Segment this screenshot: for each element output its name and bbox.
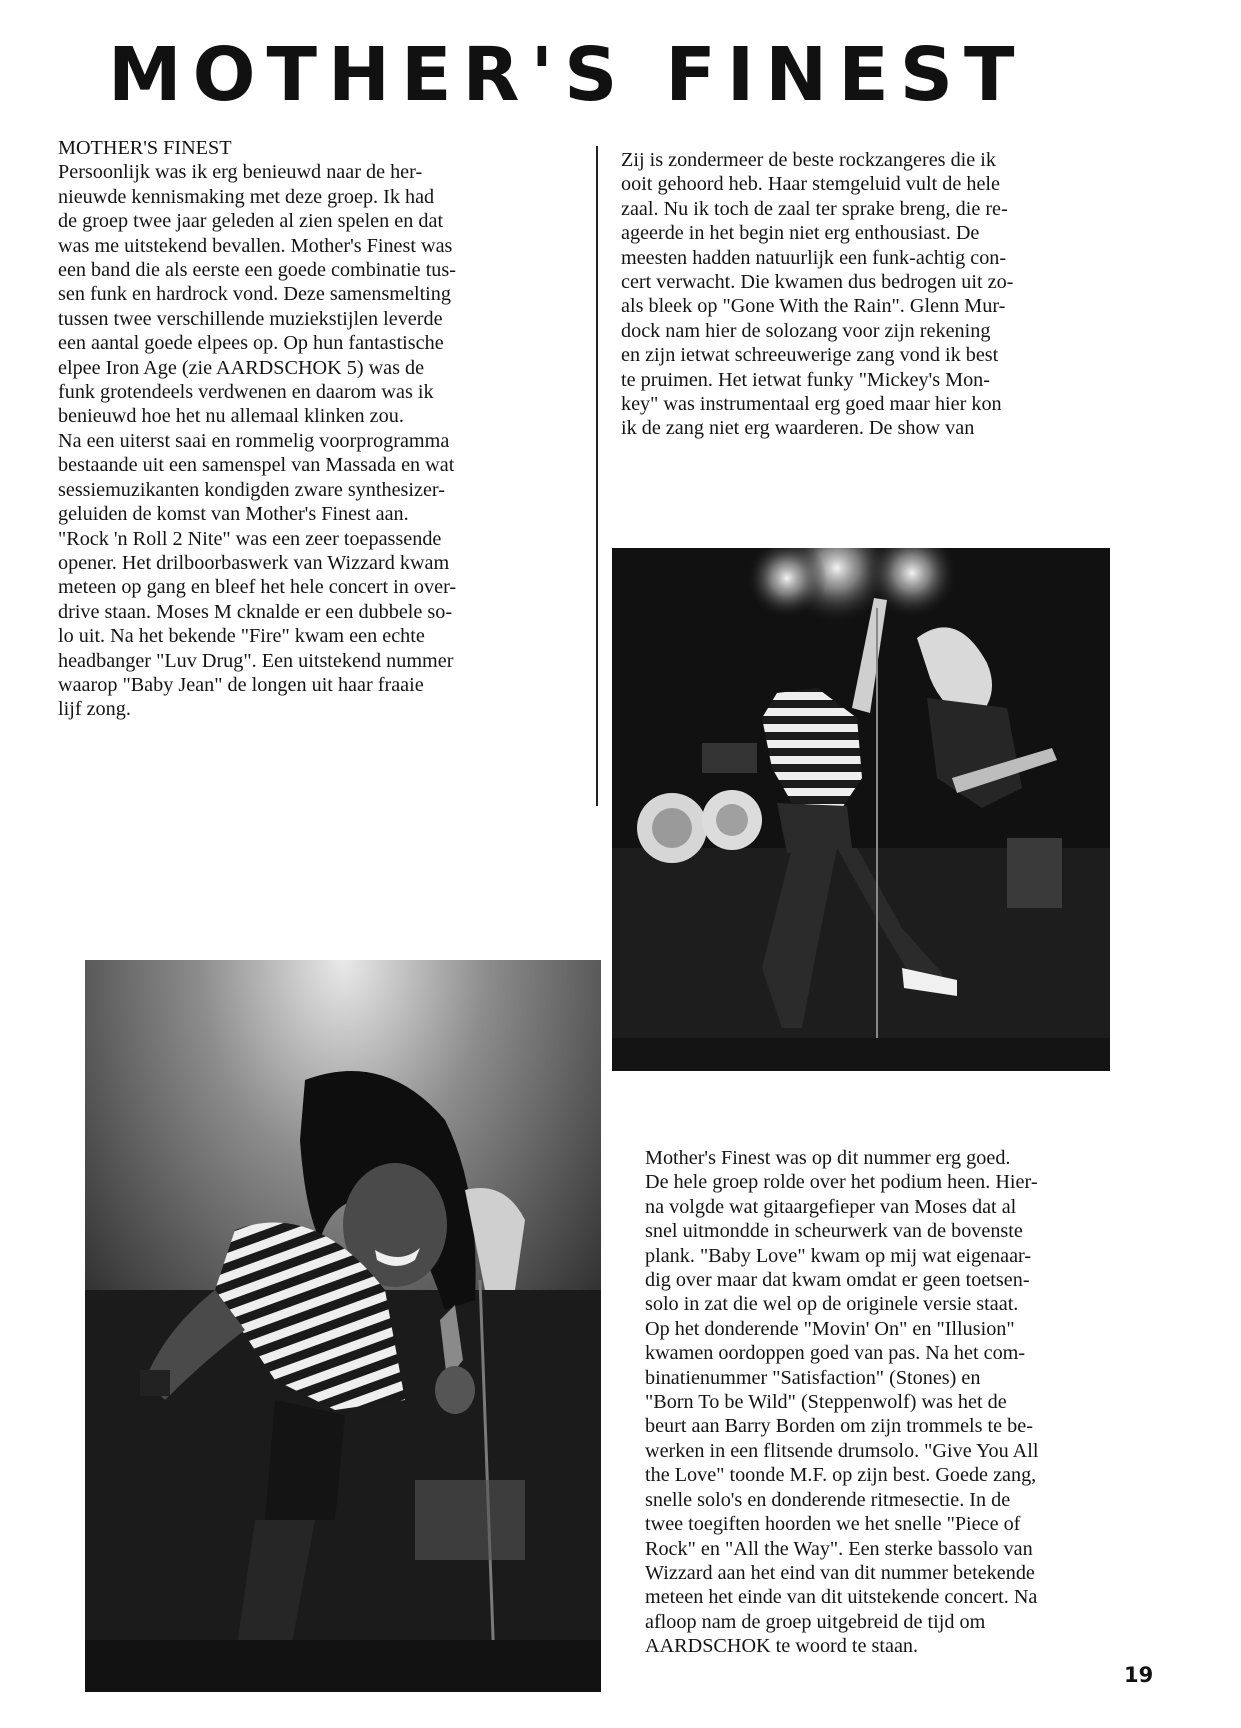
text-line: snelle solo's en donderende ritmesectie. In de: [645, 1488, 1011, 1511]
text-line: een aantal goede elpees op. Op hun fantastische: [58, 332, 444, 355]
text-line: lijf zong.: [58, 698, 131, 721]
text-line: snel uitmondde in scheurwerk van de bovenste: [645, 1220, 1023, 1243]
text-line: tussen twee verschillende muziekstijlen leverde: [58, 307, 443, 330]
text-line: geluiden de komst van Mother's Finest aan.: [58, 503, 409, 526]
text-line: bestaande uit een samenspel van Massada en wat: [58, 454, 455, 477]
concert-photo-band-on-stage: [612, 548, 1110, 1071]
text-line: te pruimen. Het ietwat funky "Mickey's Mon-: [621, 368, 991, 391]
text-line: werken in een flitsende drumsolo. "Give You All: [645, 1439, 1039, 1462]
text-line: Persoonlijk was ik erg benieuwd naar de her-: [58, 161, 423, 184]
text-line: the Love" toonde M.F. op zijn best. Goede zang,: [645, 1464, 1037, 1487]
text-line: benieuwd hoe het nu allemaal klinken zou.: [58, 405, 404, 428]
text-line: "Born To be Wild" (Steppenwolf) was het de: [645, 1391, 1007, 1414]
text-line: meteen het einde van dit uitstekende concert. Na: [645, 1586, 1038, 1609]
text-line: was me uitstekend bevallen. Mother's Finest was: [58, 234, 453, 257]
text-line: key" was instrumentaal erg goed maar hier kon: [621, 393, 1002, 416]
text-line: De hele groep rolde over het podium heen. Hier-: [645, 1171, 1038, 1194]
text-line: na volgde wat gitaargefieper van Moses dat al: [645, 1195, 1017, 1218]
text-line: beurt aan Barry Borden om zijn trommels te be-: [645, 1415, 1033, 1438]
text-line: opener. Het drilboorbaswerk van Wizzard kwam: [58, 551, 450, 574]
page-headline: MOTHER'S FINEST: [108, 32, 1026, 118]
text-line: ageerde in het begin niet erg enthousiast. De: [621, 222, 980, 245]
article-right-column-top: [621, 148, 1131, 441]
text-line: cert verwacht. Die kwamen dus bedrogen uit zo-: [621, 271, 1014, 294]
text-line: ooit gehoord heb. Haar stemgeluid vult de hele: [621, 173, 1000, 196]
text-line: meteen op gang en bleef het hele concert in over-: [58, 576, 457, 599]
page-number: 19: [1124, 1663, 1154, 1687]
column-divider: [596, 146, 598, 806]
text-line: meesten hadden natuurlijk een funk-achtig con-: [621, 246, 1007, 269]
text-line: een band die als eerste een goede combinatie tus-: [58, 259, 456, 282]
text-line: lo uit. Na het bekende "Fire" kwam een echte: [58, 625, 425, 648]
left-column-body: [58, 160, 588, 721]
text-line: solo in zat die wel op de originele versie staat.: [645, 1293, 1019, 1316]
text-line: de groep twee jaar geleden al zien spelen en dat: [58, 210, 444, 233]
text-line: funk grotendeels verdwenen en daarom was ik: [58, 381, 434, 404]
text-line: "Rock 'n Roll 2 Nite" was een zeer toepassende: [58, 527, 442, 550]
article-heading: MOTHER'S FINEST: [58, 137, 232, 159]
text-line: twee toegiften hoorden we het snelle "Piece of: [645, 1513, 1021, 1536]
text-line: en zijn ietwat schreeuwerige zang vond ik best: [621, 344, 999, 367]
text-line: dock nam hier de solozang voor zijn rekening: [621, 319, 991, 342]
text-line: sen funk en hardrock vond. Deze samensmelting: [58, 283, 451, 306]
text-line: drive staan. Moses M cknalde er een dubbele so-: [58, 600, 453, 623]
text-line: zaal. Nu ik toch de zaal ter sprake breng, die re-: [621, 197, 1008, 220]
text-line: AARDSCHOK te woord te staan.: [645, 1635, 919, 1658]
text-line: Op het donderende "Movin' On" en "Illusion": [645, 1317, 1015, 1340]
text-line: nieuwde kennismaking met deze groep. Ik had: [58, 185, 435, 208]
concert-photo-band-on-stage-image: [612, 548, 1110, 1071]
text-line: als bleek op "Gone With the Rain". Glenn Mur-: [621, 295, 1006, 318]
text-line: plank. "Baby Love" kwam op mij wat eigenaar-: [645, 1244, 1032, 1267]
text-line: Mother's Finest was op dit nummer erg goed.: [645, 1147, 1011, 1169]
text-line: headbanger "Luv Drug". Een uitstekend nummer: [58, 649, 454, 672]
text-line: kwamen oordoppen goed van pas. Na het com-: [645, 1342, 1026, 1365]
text-line: Zij is zondermeer de beste rockzangeres die ik: [621, 149, 996, 171]
text-line: sessiemuzikanten kondigden zware synthesizer-: [58, 478, 445, 501]
text-line: dig over maar dat kwam omdat er geen toetsen-: [645, 1269, 1030, 1292]
concert-photo-singer-with-microphone-image: [85, 960, 601, 1692]
concert-photo-singer-with-microphone: [85, 960, 601, 1692]
text-line: afloop nam de groep uitgebreid de tijd om: [645, 1610, 986, 1633]
text-line: Wizzard aan het eind van dit nummer betekende: [645, 1561, 1035, 1584]
text-line: binatienummer "Satisfaction" (Stones) en: [645, 1366, 981, 1389]
text-line: ik de zang niet erg waarderen. De show van: [621, 417, 975, 440]
article-right-column-bottom: [645, 1146, 1145, 1659]
text-line: elpee Iron Age (zie AARDSCHOK 5) was de: [58, 356, 425, 379]
article-left-column: [58, 136, 588, 722]
text-line: Rock" en "All the Way". Een sterke bassolo van: [645, 1537, 1033, 1560]
text-line: Na een uiterst saai en rommelig voorprogramma: [58, 429, 450, 452]
text-line: waarop "Baby Jean" de longen uit haar fraaie: [58, 673, 424, 696]
